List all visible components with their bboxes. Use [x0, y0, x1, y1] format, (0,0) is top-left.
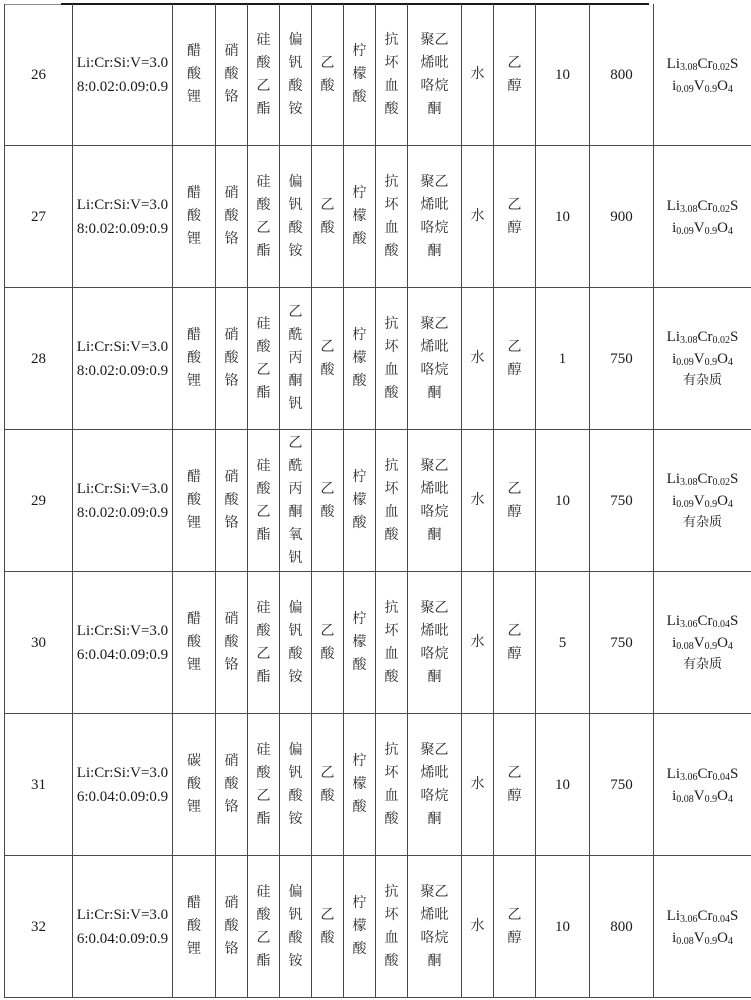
cell-no: 31	[5, 714, 73, 856]
table-row	[5, 430, 751, 572]
cell-li-source: 醋酸锂	[173, 856, 216, 998]
cell-time: 10	[536, 714, 590, 856]
cell-chelator: 柠檬酸	[344, 856, 376, 998]
cell-dispersant: 聚乙烯吡咯烷酮	[408, 572, 462, 714]
cell-solvent-2: 乙醇	[494, 4, 536, 146]
cell-solvent-2: 乙醇	[494, 146, 536, 288]
cell-ratio: Li:Cr:Si:V=3.06:0.04:0.09:0.9	[73, 572, 173, 714]
cell-si-source: 硅酸乙酯	[248, 288, 280, 430]
cell-no: 28	[5, 288, 73, 430]
cell-product	[654, 4, 751, 146]
impurity-note: 有杂质	[682, 372, 722, 388]
cell-temperature: 800	[590, 856, 654, 998]
cell-solvent-1: 水	[462, 146, 494, 288]
cell-solvent-2: 乙醇	[494, 430, 536, 572]
cell-reductant: 抗坏血酸	[376, 856, 408, 998]
product-formula: $Li_{3.08}Cr_{0.02}S$ $i_{0.09}V_{0.9}O_4$	[666, 328, 739, 368]
cell-v-source: 偏钒酸铵	[280, 572, 312, 714]
cell-cr-source: 硝酸铬	[216, 430, 248, 572]
cell-v-source: 偏钒酸铵	[280, 146, 312, 288]
cell-acid: 乙酸	[312, 146, 344, 288]
cell-acid: 乙酸	[312, 4, 344, 146]
cell-ratio: Li:Cr:Si:V=3.06:0.04:0.09:0.9	[73, 856, 173, 998]
cell-li-source: 碳酸锂	[173, 714, 216, 856]
cell-li-source: 醋酸锂	[173, 288, 216, 430]
cell-product	[654, 714, 751, 856]
cell-dispersant: 聚乙烯吡咯烷酮	[408, 146, 462, 288]
cell-si-source: 硅酸乙酯	[248, 146, 280, 288]
synthesis-table	[4, 4, 751, 998]
table-body	[5, 4, 751, 998]
cell-cr-source: 硝酸铬	[216, 572, 248, 714]
cell-time: 1	[536, 288, 590, 430]
cell-dispersant: 聚乙烯吡咯烷酮	[408, 856, 462, 998]
table-row	[5, 4, 751, 146]
cell-li-source: 醋酸锂	[173, 430, 216, 572]
cell-acid: 乙酸	[312, 288, 344, 430]
cell-dispersant: 聚乙烯吡咯烷酮	[408, 4, 462, 146]
cell-no: 32	[5, 856, 73, 998]
cell-temperature: 750	[590, 288, 654, 430]
cell-si-source: 硅酸乙酯	[248, 572, 280, 714]
cell-v-source: 偏钒酸铵	[280, 856, 312, 998]
impurity-note: 有杂质	[682, 514, 722, 530]
product-formula: $Li_{3.06}Cr_{0.04}S$ $i_{0.08}V_{0.9}O_4$	[666, 907, 739, 947]
cell-acid: 乙酸	[312, 714, 344, 856]
cell-temperature: 750	[590, 572, 654, 714]
cell-product	[654, 146, 751, 288]
cell-solvent-1: 水	[462, 714, 494, 856]
table-row	[5, 572, 751, 714]
cell-product	[654, 430, 751, 572]
cell-v-source: 乙酰丙酮氧钒	[280, 430, 312, 572]
table-row	[5, 714, 751, 856]
product-formula: $Li_{3.08}Cr_{0.02}S$ $i_{0.09}V_{0.9}O_4$	[666, 55, 739, 95]
cell-li-source: 醋酸锂	[173, 572, 216, 714]
cell-cr-source: 硝酸铬	[216, 288, 248, 430]
cell-v-source: 偏钒酸铵	[280, 714, 312, 856]
cell-ratio: Li:Cr:Si:V=3.08:0.02:0.09:0.9	[73, 288, 173, 430]
table-row	[5, 146, 751, 288]
cell-acid: 乙酸	[312, 572, 344, 714]
cell-chelator: 柠檬酸	[344, 146, 376, 288]
cell-solvent-1: 水	[462, 856, 494, 998]
cell-solvent-2: 乙醇	[494, 572, 536, 714]
cell-acid: 乙酸	[312, 430, 344, 572]
cell-solvent-1: 水	[462, 288, 494, 430]
cell-temperature: 750	[590, 714, 654, 856]
cell-reductant: 抗坏血酸	[376, 714, 408, 856]
cell-reductant: 抗坏血酸	[376, 4, 408, 146]
product-formula: $Li_{3.06}Cr_{0.04}S$ $i_{0.08}V_{0.9}O_4$	[666, 765, 739, 805]
cell-chelator: 柠檬酸	[344, 430, 376, 572]
cell-no: 27	[5, 146, 73, 288]
cell-cr-source: 硝酸铬	[216, 714, 248, 856]
cell-dispersant: 聚乙烯吡咯烷酮	[408, 430, 462, 572]
cell-solvent-2: 乙醇	[494, 856, 536, 998]
cell-time: 10	[536, 146, 590, 288]
cell-cr-source: 硝酸铬	[216, 4, 248, 146]
cell-solvent-1: 水	[462, 572, 494, 714]
cell-chelator: 柠檬酸	[344, 4, 376, 146]
cell-li-source: 醋酸锂	[173, 4, 216, 146]
cell-temperature: 900	[590, 146, 654, 288]
cell-v-source: 偏钒酸铵	[280, 4, 312, 146]
cell-no: 26	[5, 4, 73, 146]
table-row	[5, 288, 751, 430]
cell-ratio: Li:Cr:Si:V=3.08:0.02:0.09:0.9	[73, 146, 173, 288]
cell-dispersant: 聚乙烯吡咯烷酮	[408, 714, 462, 856]
cell-si-source: 硅酸乙酯	[248, 430, 280, 572]
cell-time: 10	[536, 4, 590, 146]
cell-si-source: 硅酸乙酯	[248, 856, 280, 998]
product-formula: $Li_{3.08}Cr_{0.02}S$ $i_{0.09}V_{0.9}O_4$	[666, 470, 739, 510]
cell-time: 10	[536, 856, 590, 998]
cell-time: 5	[536, 572, 590, 714]
cell-reductant: 抗坏血酸	[376, 146, 408, 288]
cell-si-source: 硅酸乙酯	[248, 4, 280, 146]
cell-solvent-2: 乙醇	[494, 714, 536, 856]
cell-li-source: 醋酸锂	[173, 146, 216, 288]
cell-reductant: 抗坏血酸	[376, 430, 408, 572]
cell-solvent-1: 水	[462, 4, 494, 146]
cell-no: 30	[5, 572, 73, 714]
cell-reductant: 抗坏血酸	[376, 572, 408, 714]
cell-chelator: 柠檬酸	[344, 572, 376, 714]
cell-product	[654, 856, 751, 998]
cell-temperature: 750	[590, 430, 654, 572]
cell-product	[654, 572, 751, 714]
product-formula: $Li_{3.08}Cr_{0.02}S$ $i_{0.09}V_{0.9}O_4$	[666, 197, 739, 237]
cell-time: 10	[536, 430, 590, 572]
cell-no: 29	[5, 430, 73, 572]
cell-ratio: Li:Cr:Si:V=3.08:0.02:0.09:0.9	[73, 4, 173, 146]
impurity-note: 有杂质	[682, 656, 722, 672]
cell-ratio: Li:Cr:Si:V=3.08:0.02:0.09:0.9	[73, 430, 173, 572]
cell-v-source: 乙酰丙酮钒	[280, 288, 312, 430]
cell-chelator: 柠檬酸	[344, 714, 376, 856]
table-row	[5, 856, 751, 998]
cell-cr-source: 硝酸铬	[216, 146, 248, 288]
cell-solvent-2: 乙醇	[494, 288, 536, 430]
cell-product	[654, 288, 751, 430]
cell-cr-source: 硝酸铬	[216, 856, 248, 998]
product-formula: $Li_{3.06}Cr_{0.04}S$ $i_{0.08}V_{0.9}O_4$	[666, 612, 739, 652]
cell-dispersant: 聚乙烯吡咯烷酮	[408, 288, 462, 430]
cell-reductant: 抗坏血酸	[376, 288, 408, 430]
cell-ratio: Li:Cr:Si:V=3.06:0.04:0.09:0.9	[73, 714, 173, 856]
cell-si-source: 硅酸乙酯	[248, 714, 280, 856]
cell-chelator: 柠檬酸	[344, 288, 376, 430]
cell-solvent-1: 水	[462, 430, 494, 572]
cell-acid: 乙酸	[312, 856, 344, 998]
cell-temperature: 800	[590, 4, 654, 146]
